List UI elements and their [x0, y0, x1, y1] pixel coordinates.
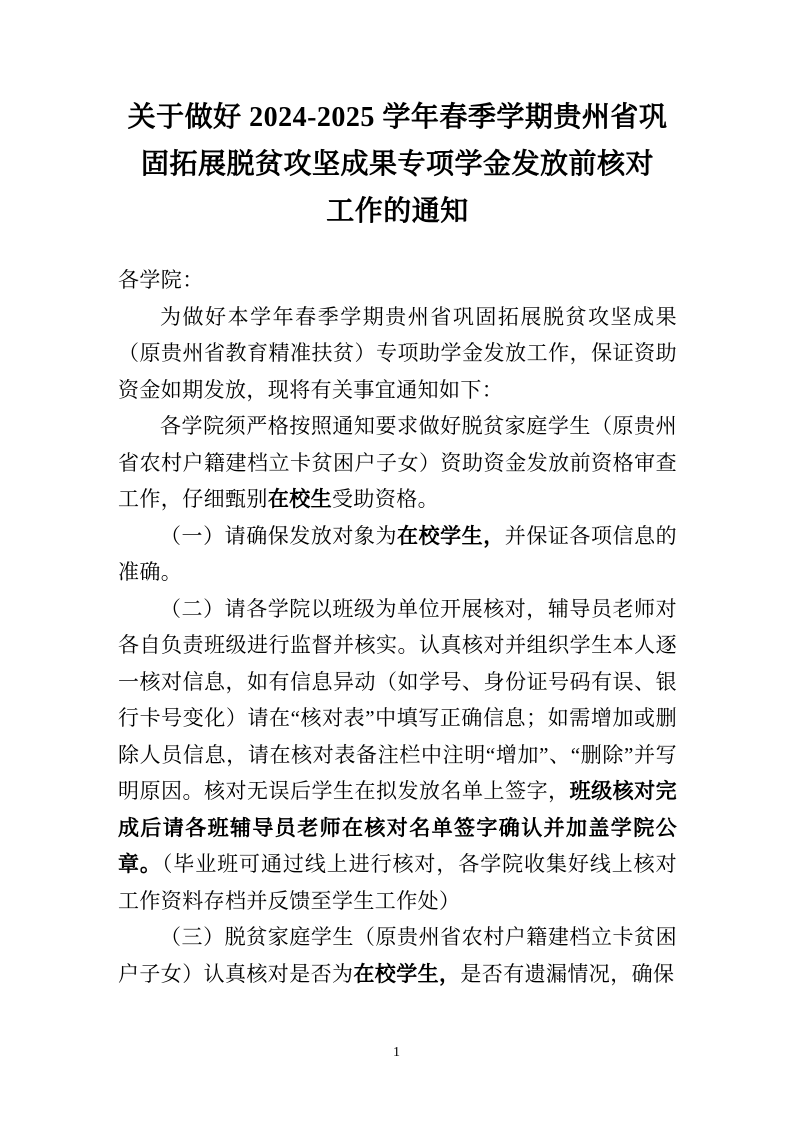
text-run: （毕业班可通过线上进行核对，各学院收集好线上核对工作资料存档并反馈至学生工作处） — [118, 852, 677, 913]
text-run: 受助资格。 — [332, 487, 440, 511]
paragraph — [118, 408, 677, 518]
text-run: （二）请各学院以班级为单位开展核对，辅导员老师对各自负责班级进行监督并核实。认真核对并组织学生本人逐一核对信息，如有信息异动（如学号、身份证号码有误、银行卡号变化）请在“核对表”中填写正确信息；如需增加或删除人员信息，请在核对表备注栏中注明“增加”、“删除”并写明原因。核对无误后学生在拟发放名单上签字， — [118, 596, 677, 803]
paragraph — [118, 591, 677, 920]
text-run: （一）请确保发放对象为 — [160, 523, 398, 548]
paragraph — [118, 262, 677, 299]
bold-text-run: 班级核对完成后请各班辅导员老师在核对名单签字确认并加盖学院公章。 — [118, 779, 677, 876]
bold-text-run: 在校学生， — [397, 523, 505, 548]
document-title — [90, 94, 705, 235]
text-run: 各学院： — [118, 268, 204, 292]
title-line-1: 关于做好 2024-2025 学年春季学期贵州省巩 — [127, 102, 668, 133]
paragraph — [118, 518, 677, 591]
paragraph — [118, 299, 677, 409]
text-run: 并保证各项信息的准确。 — [118, 523, 678, 584]
bold-text-run: 在校生 — [267, 487, 333, 511]
page-number: 1 — [393, 1045, 400, 1060]
title-line-2: 固拓展脱贫攻坚成果专项学金发放前核对 — [140, 149, 654, 180]
paragraph — [118, 919, 677, 992]
text-run: 是否有遗漏情况，确保 — [460, 961, 675, 986]
text-run: （三）脱贫家庭学生（原贵州省农村户籍建档立卡贫困户子女）认真核对是否为 — [118, 925, 677, 986]
title-line-3: 工作的通知 — [326, 196, 469, 227]
text-run: 各学院须严格按照通知要求做好脱贫家庭学生（原贵州省农村户籍建档立卡贫困户子女）资助资金发放前资格审查工作，仔细甄别 — [118, 414, 677, 511]
body-paragraphs — [118, 262, 677, 992]
text-run: 为做好本学年春季学期贵州省巩固拓展脱贫攻坚成果（原贵州省教育精准扶贫）专项助学金发放工作，保证资助资金如期发放，现将有关事宜通知如下： — [118, 304, 677, 402]
bold-text-run: 在校学生， — [353, 961, 461, 986]
